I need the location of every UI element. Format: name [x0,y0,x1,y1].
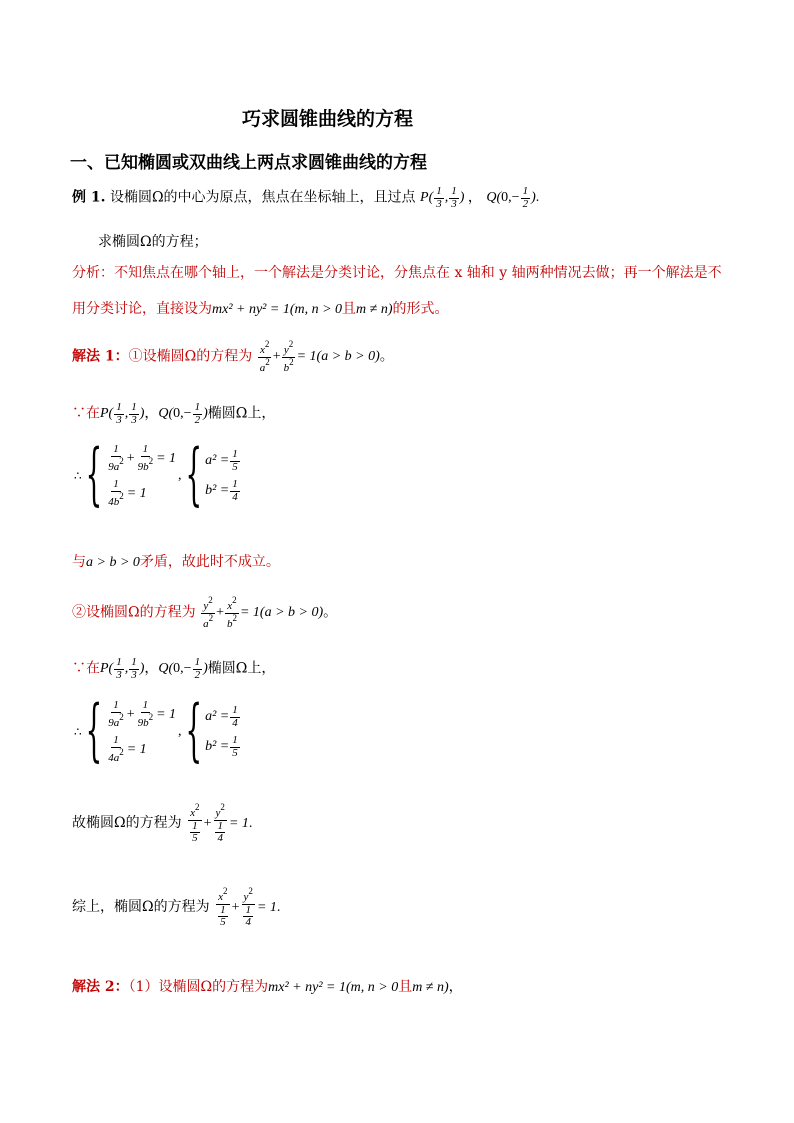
example-text: 设椭圆Ω的中心为原点，焦点在坐标轴上，且过点 [109,189,416,206]
method1-contradiction: 与a > b > 0矛盾，故此时不成立。 [72,554,280,570]
method2-label: 解法 2： [72,979,129,995]
method1-case1-because: ∵在P( $\frac{1}{3}$ , $\frac{1}{3}$ )，Q(0,− $\frac{1}{2}$ )椭圆Ω上， [72,401,276,426]
method2-statement: 解法 2：（1）设椭圆Ω的方程为mx² + ny² = 1(m, n > 0且m ≠ n)， [72,979,463,995]
example-statement: 例 1. 设椭圆Ω的中心为原点，焦点在坐标轴上，且过点 P( $\frac{1}{3}$ , $\frac{1}{3}$ ) ， Q(0,− $\frac{1}{2}$ ). [72,185,540,210]
analysis-line-1: 分析：不知焦点在哪个轴上，一个解法是分类讨论，分焦点在 x 轴和 y 轴两种情况去做；再一个解法是不 [72,265,722,281]
method1-case1-statement: 解法 1：①设椭圆Ω的方程为 $\frac{x^2}{a^2}$ + $\frac{y^2}{b^2}$ = 1(a > b > 0)。 [72,339,394,374]
page-title: 巧求圆锥曲线的方程 [242,108,414,130]
method1-case2-because: ∵在P( $\frac{1}{3}$ , $\frac{1}{3}$ )，Q(0,− $\frac{1}{2}$ )椭圆Ω上， [72,656,276,681]
method1-label: 解法 1： [72,348,129,365]
point-p: P( $\frac{1}{3}$ , $\frac{1}{3}$ ) [420,185,468,210]
example-label: 例 1. [72,189,106,206]
method1-case1-system: ∴ { $\frac{1}{9a^2}$ + $\frac{1}{9b^2}$ = 1 $\frac{1}{4b^2}$ = 1 , { a² = $\frac{1}{5}$ b² = $\frac{1}{4}$ [74,437,238,516]
method1-case2-result: 故椭圆Ω的方程为 $\frac{x^2}{\frac{1}{5}}$ + $\frac{y^2}{\frac{1}{4}}$ = 1. [72,802,253,845]
analysis-line-2: 用分类讨论，直接设为mx² + ny² = 1(m, n > 0且m ≠ n)的形式。 [72,301,449,317]
method1-case2-system: ∴ { $\frac{1}{9a^2}$ + $\frac{1}{9b^2}$ = 1 $\frac{1}{4a^2}$ = 1 , { a² = $\frac{1}{4}$ b² = $\frac{1}{5}$ [74,693,238,772]
method1-summary: 综上，椭圆Ω的方程为 $\frac{x^2}{\frac{1}{5}}$ + $\frac{y^2}{\frac{1}{4}}$ = 1. [72,886,281,929]
point-q: Q(0,− $\frac{1}{2}$ ). [486,185,540,210]
method1-case2-statement: ②设椭圆Ω的方程为 $\frac{y^2}{a^2}$ + $\frac{x^2}{b^2}$ = 1(a > b > 0)。 [72,595,338,630]
section-heading: 一、已知椭圆或双曲线上两点求圆锥曲线的方程 [70,153,427,173]
example-task: 求椭圆Ω的方程； [98,234,208,250]
